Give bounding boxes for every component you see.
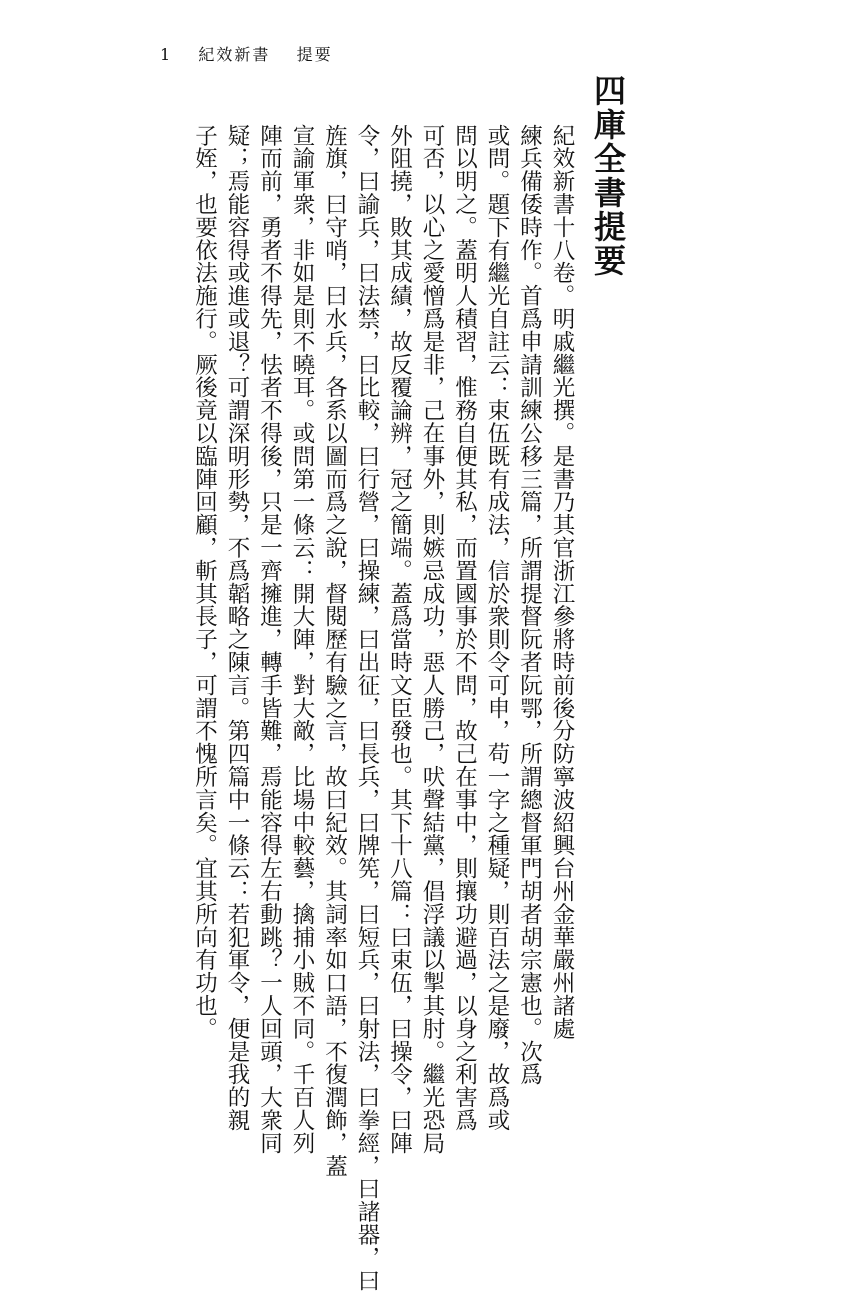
text-line: 令，曰諭兵，曰法禁，曰比較，曰行營，曰操練，曰出征，曰長兵，曰牌筅，曰短兵，曰射法，曰拳經，曰諸器，曰 <box>354 124 380 1292</box>
text-line: 疑；焉能容得或進或退？可謂深明形勢，不爲韜略之陳言。第四篇中一條云：若犯軍令，便是我的親 <box>224 124 250 1132</box>
text-line: 陣而前，勇者不得先，怯者不得後，只是一齊擁進，轉手皆難，焉能容得左右動跳？一人回頭，大衆同 <box>256 124 283 1155</box>
text-line: 問以明之。蓋明人積習，惟務自便其私，而置國事於不問，故己在事中，則攘功避過，以身之利害爲 <box>451 124 478 1132</box>
text-line: 可否，以心之愛憎爲是非，己在事外，則嫉忌成功，惡人勝己，吠聲結黨，倡浮議以掣其肘。繼光恐局 <box>419 124 445 1155</box>
text-line: 宣諭軍衆，非如是則不曉耳。或問第一條云：開大陣，對大敵，比場中較藝，擒捕小賊不同。千百人列 <box>289 124 315 1155</box>
text-line: 旌旗，曰守哨，曰水兵，各系以圖而爲之說，督閱歷有驗之言，故曰紀效。其詞率如口語，不復潤飾，蓋 <box>321 124 348 1178</box>
text-line: 紀效新書十八卷。明戚繼光撰。是書乃其官浙江參將時前後分防寧波紹興台州金華嚴州諸處 <box>549 124 575 1040</box>
text-line: 子姪，也要依法施行。厥後竟以臨陣回顧，斬其長子，可謂不愧所言矣。宜其所向有功也。 <box>191 124 218 1040</box>
section-title: 提要 <box>296 45 333 64</box>
running-head <box>160 42 333 65</box>
text-line: 外阻撓，敗其成績，故反覆論辨，冠之簡端。蓋爲當時文臣發也。其下十八篇：曰束伍，曰操令，曰陣 <box>386 124 413 1155</box>
text-line: 或問。題下有繼光自註云：束伍既有成法，信於衆則令可申，苟一字之種疑，則百法之是廢，故爲或 <box>484 124 510 1132</box>
page-title: 四庫全書提要 <box>589 74 627 278</box>
page-number: 1 <box>160 45 173 64</box>
text-line: 練兵備倭時作。首爲申請訓練公移三篇，所謂提督阮者阮鄂，所謂總督軍門胡者胡宗憲也。次爲 <box>516 124 543 1086</box>
book-title: 紀效新書 <box>198 45 271 64</box>
body-text <box>162 124 578 1292</box>
